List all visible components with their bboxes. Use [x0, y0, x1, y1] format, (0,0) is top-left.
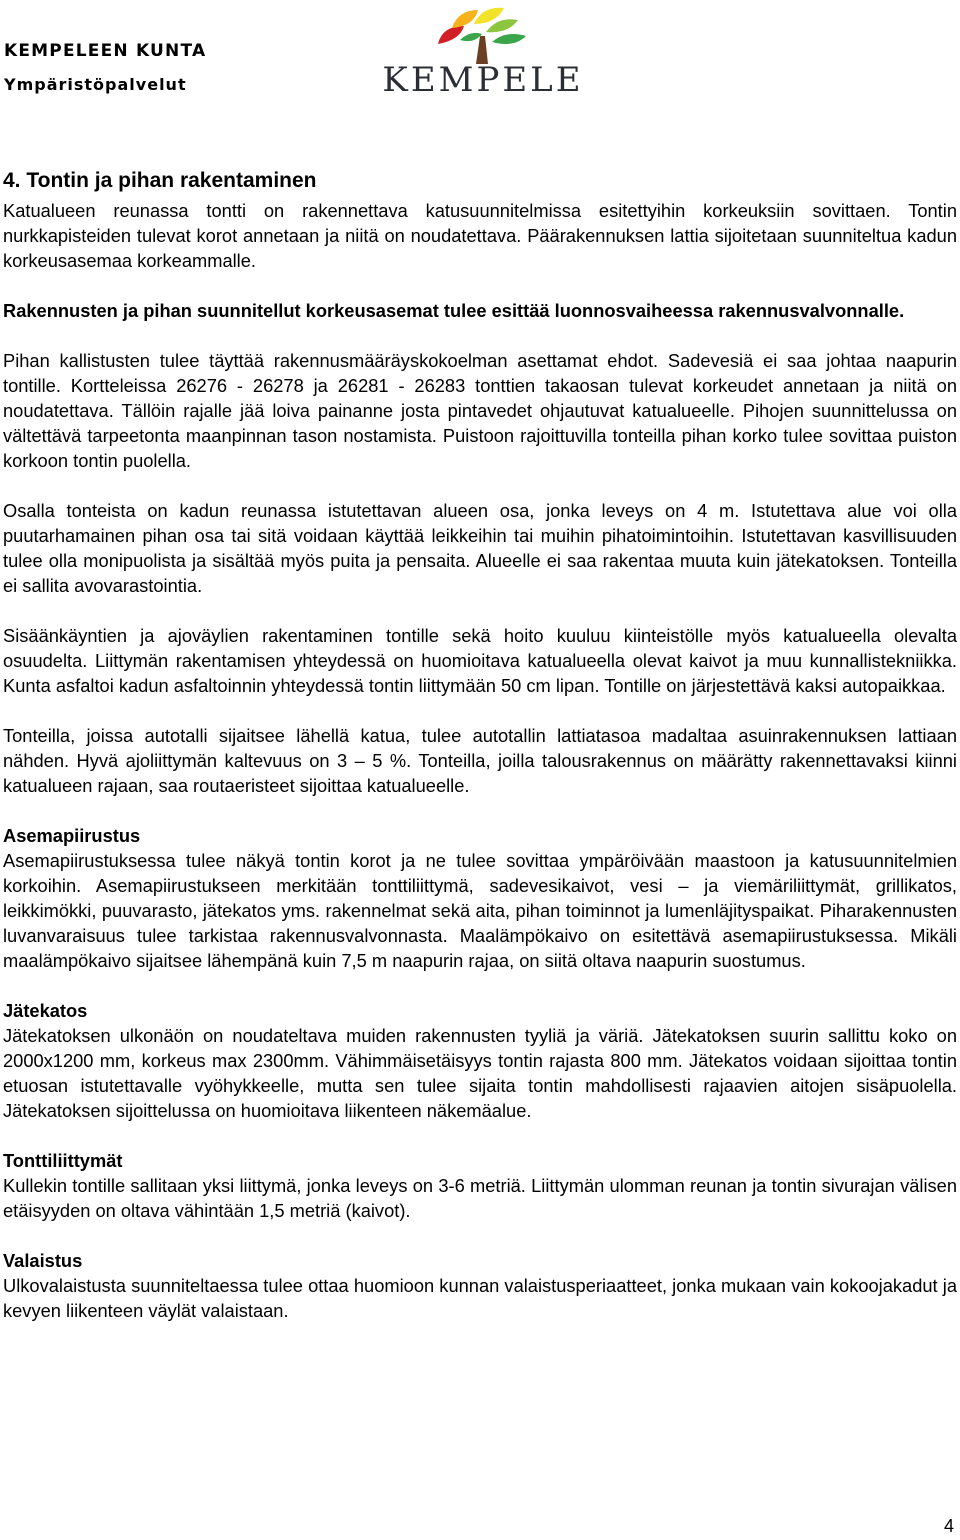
subheading-asemapiirustus: Asemapiirustus — [3, 825, 141, 846]
section-text-valaistus: Ulkovalaistusta suunniteltaessa tulee ottaa huomioon kunnan valaistusperiaatteet, jonka mukaan vain kokoojakadut ja kevyen liikenteen väylät valaistaan. — [3, 1275, 957, 1321]
document-body — [3, 168, 957, 1323]
logo-wordmark: KEMPELE — [382, 60, 584, 100]
header-org: KEMPELEEN KUNTA — [4, 41, 207, 61]
paragraph-3: Pihan kallistusten tulee täyttää rakennusmääräyskokoelman asettamat ehdot. Sadevesiä ei saa johtaa naapurin tontille. Kortteleissa 26276 - 26278 ja 26281 - 26283 tonttien takaosan tulevat korkeudet annetaan ja niitä on noudatettava. Tällöin rajalle jää loiva painanne josta pintavedet ohjautuvat katualueelle. Pihojen suunnittelussa on vältettävä tarpeetonta maanpinnan tason nostamista. Puistoon rajoittuvilla tonteilla pihan korko tulee sovittaa puiston korkoon tontin puolella. — [3, 350, 957, 471]
subheading-tonttiliittymat: Tonttiliittymät — [3, 1150, 123, 1171]
section-heading: 4. Tontin ja pihan rakentaminen — [3, 169, 317, 192]
section-text-tonttiliittymat: Kullekin tontille sallitaan yksi liittymä, jonka leveys on 3-6 metriä. Liittymän ulomman reunan ja tontin sivurajan välisen etäisyyden on oltava vähintään 1,5 metriä (kaivot). — [3, 1175, 957, 1221]
paragraph-5: Sisäänkäyntien ja ajoväylien rakentaminen tontille sekä hoito kuuluu kiinteistölle myös katualueella olevalta osuudelta. Liittymän rakentamisen yhteydessä on huomioitava katualueella olevat kaivot ja muu kunnallistekniikka. Kunta asfaltoi kadun asfaltoinnin yhteydessä tontin liittymään 50 cm lipan. Tontille on järjestettävä kaksi autopaikkaa. — [3, 625, 957, 696]
logo-leaf-orange — [452, 10, 478, 28]
subheading-valaistus: Valaistus — [3, 1250, 83, 1271]
logo-leaf-lightgreen — [486, 19, 518, 32]
kempele-logo — [378, 4, 588, 98]
logo-leaf-green — [492, 34, 526, 44]
logo-leaf-green2 — [460, 33, 482, 41]
page-number: 4 — [943, 1516, 954, 1536]
logo-leaf-red — [438, 26, 464, 44]
paragraph-2: Rakennusten ja pihan suunnitellut korkeusasemat tulee esittää luonnosvaiheessa rakennusvalvonnalle. — [3, 300, 905, 321]
paragraph-1: Katualueen reunassa tontti on rakennettava katusuunnitelmissa esitettyihin korkeuksiin sovittaen. Tontin nurkkapisteiden tulevat korot annetaan ja niitä on noudatettava. Päärakennuksen lattia sijoitetaan suunniteltua kadun korkeusasemaa korkeammalle. — [3, 200, 957, 271]
section-text-asemapiirustus: Asemapiirustuksessa tulee näkyä tontin korot ja ne tulee sovittaa ympäröivään maastoon ja katusuunnitelmien korkoihin. Asemapiirustukseen merkitään tonttiliittymä, sadevesikaivot, vesi – ja viemäriliittymät, grillikatos, leikkimökki, puuvarasto, jätekatos yms. rakennelmat sekä aita, pihan toiminnot ja lumenläjityspaikat. Piharakennusten luvanvaraisuus tulee tarkistaa rakennusvalvonnasta. Maalämpökaivo on esitettävä asemapiirustuksessa. Mikäli maalämpökaivo sijaitsee lähempänä kuin 7,5 m naapurin rajaa, on siitä oltava naapurin suostumus. — [3, 850, 957, 971]
tree-logo-icon — [378, 4, 588, 64]
section-text-jatekatos: Jätekatoksen ulkonäön on noudateltava muiden rakennusten tyyliä ja väriä. Jätekatoksen suurin sallittu koko on 2000x1200 mm, korkeus max 2300mm. Vähimmäisetäisyys tontin rajasta 800 mm. Jätekatos voidaan sijoittaa tontin etuosan istutettavalle vyöhykkeelle, mutta sen tulee sijaita tontin mahdollisesti rajaavien aitojen sisäpuolella. Jätekatoksen sijoittelussa on huomioitava liikenteen näkemäalue. — [3, 1025, 957, 1121]
header-dept: Ympäristöpalvelut — [4, 75, 187, 94]
paragraph-4: Osalla tonteista on kadun reunassa istutettavan alueen osa, jonka leveys on 4 m. Istutettava alue voi olla puutarhamainen pihan osa tai sitä voidaan käyttää leikkeihin tai muihin pihatoimintoihin. Istutettavan kasvillisuuden tulee olla monipuolista ja sisältää myös puita ja pensaita. Alueelle ei saa rakentaa muuta kuin jätekatoksen. Tonteilla ei sallita avovarastointia. — [3, 500, 957, 596]
subheading-jatekatos: Jätekatos — [3, 1000, 88, 1021]
paragraph-6: Tonteilla, joissa autotalli sijaitsee lähellä katua, tulee autotallin lattiatasoa madaltaa asuinrakennuksen lattiaan nähden. Hyvä ajoliittymän kaltevuus on 3 – 5 %. Tonteilla, joilla talousrakennus on määrätty rakennettavaksi kiinni katualueen rajaan, saa routaeristeet sijoittaa katualueelle. — [3, 725, 957, 796]
